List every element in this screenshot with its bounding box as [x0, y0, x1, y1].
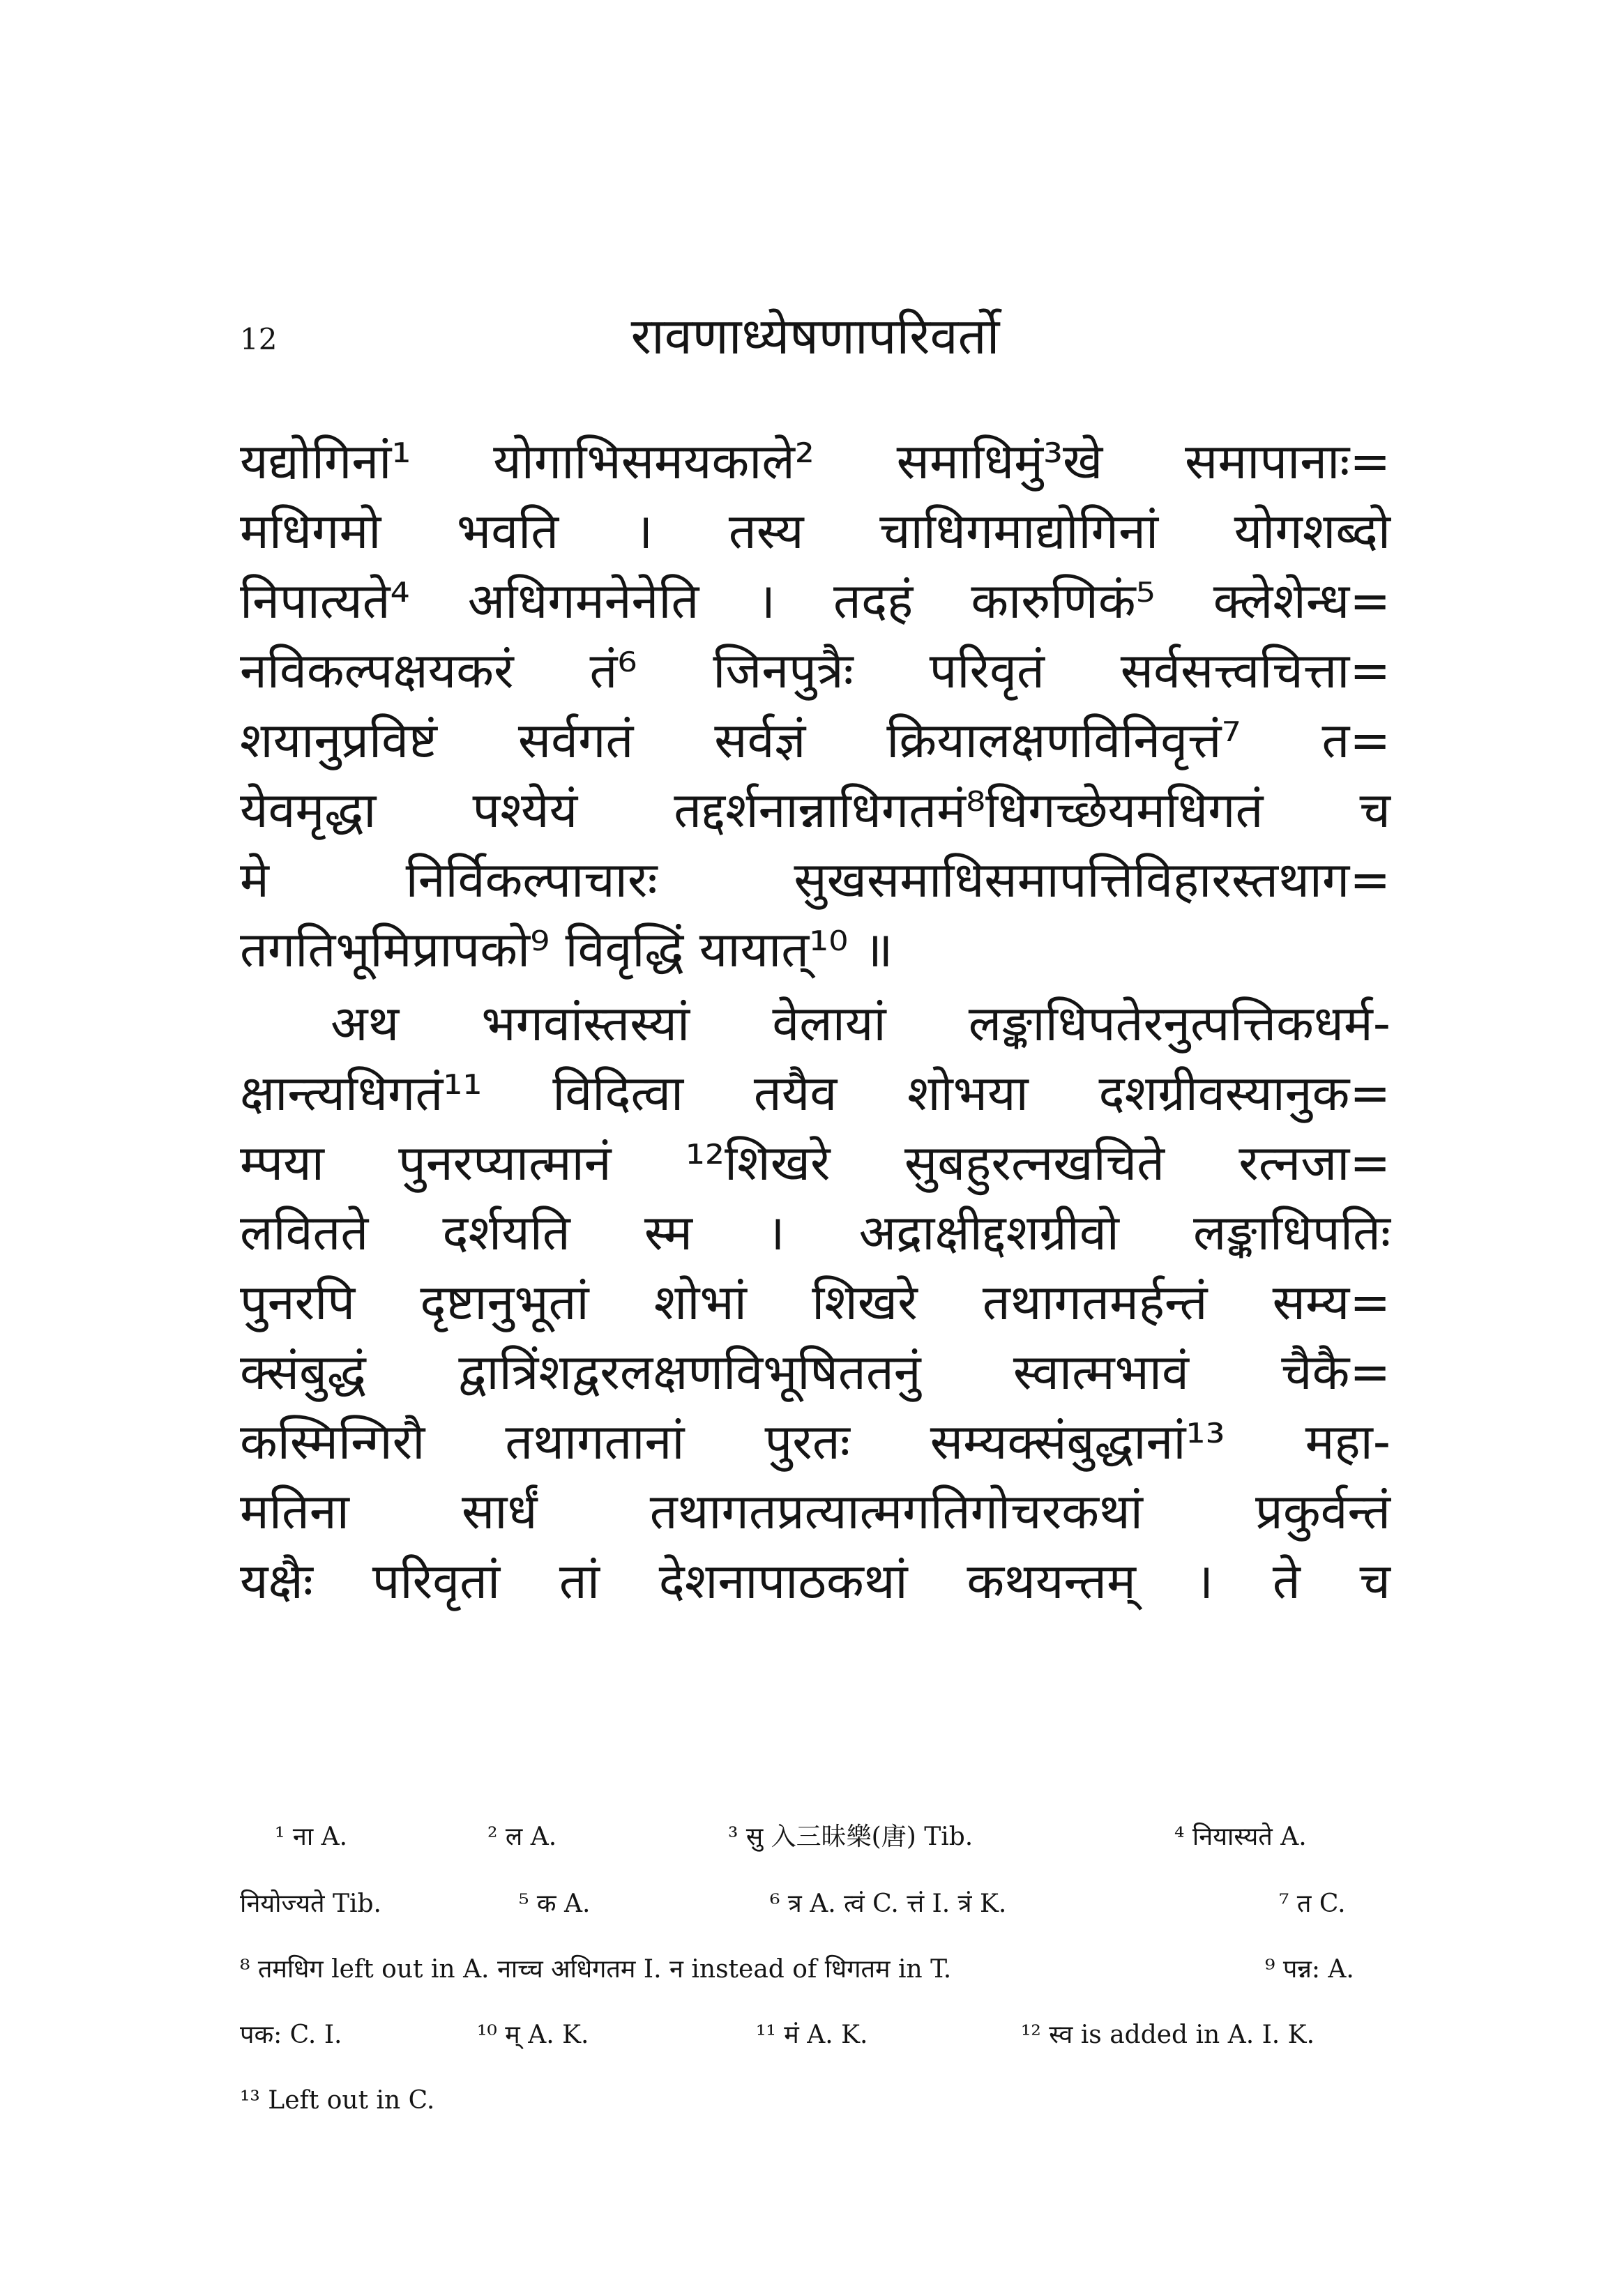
footnote-entry: ⁴ नियास्यते A. — [1174, 1823, 1307, 1851]
body-line: क्षान्त्यधिगतं¹¹ विदित्वा तयैव शोभया दशग्रीवस्यानुक= — [240, 1065, 1391, 1122]
body-line: निपात्यते⁴ अधिगमनेनेति । तदहं कारुणिकं⁵ क्लेशेन्ध= — [240, 572, 1391, 630]
footnote-entry: पक: C. I. — [240, 2021, 342, 2049]
footnote-entry: ² ल A. — [487, 1823, 557, 1851]
footnote-entry: ⁷ त C. — [1279, 1890, 1346, 1918]
footnote-entry: ⁹ पन्न: A. — [1265, 1955, 1354, 1984]
footnote-entry: ⁸ तमधिग left out in A. नाच्च अधिगतम I. न instead of धिगतम in T. — [240, 1955, 952, 1984]
body-line: तगतिभूमिप्रापको⁹ विवृद्धिं यायात्¹⁰ ॥ — [240, 921, 893, 978]
footnote-line — [240, 1880, 1391, 1929]
body-line: म्पया पुनरप्यात्मानं ¹²शिखरे सुबहुरत्नखचिते रत्नजा= — [240, 1134, 1391, 1192]
footnote-entry: ¹¹ मं A. K. — [756, 2021, 868, 2049]
body-line: पुनरपि दृष्टानुभूतां शोभां शिखरे तथागतमर्हन्तं सम्य= — [240, 1274, 1391, 1331]
body-line: मे निर्विकल्पाचारः सुखसमाधिसमापत्तिविहारस्तथाग= — [240, 851, 1391, 908]
body-line: लवितते दर्शयति स्म । अद्राक्षीद्दशग्रीवो लङ्काधिपतिः — [240, 1204, 1391, 1261]
footnote-entry: ⁵ क A. — [519, 1890, 591, 1918]
body-line: यद्योगिनां¹ योगाभिसमयकाले² समाधिमुं³खे समापानाः= — [240, 433, 1391, 490]
body-line: मतिना सार्धं तथागतप्रत्यात्मगतिगोचरकथां प्रकुर्वन्तं — [240, 1483, 1391, 1540]
footnote-line — [240, 2076, 1391, 2125]
footnote-entry: नियोज्यते Tib. — [240, 1890, 381, 1918]
footnote-entry: ³ सु 入三昧樂(唐) Tib. — [728, 1823, 974, 1851]
footnote-line — [240, 1813, 1391, 1862]
body-line: येवमृद्धा पश्येयं तद्दर्शनान्नाधिगतमं⁸धिगच्छेयमधिगतं च — [240, 782, 1391, 839]
footnote-line — [240, 2011, 1391, 2060]
body-line: कस्मिन्गिरौ तथागतानां पुरतः सम्यक्संबुद्धानां¹³ महा- — [240, 1413, 1391, 1470]
footnote-entry: ¹² स्व is added in A. I. K. — [1021, 2021, 1315, 2049]
footnote-entry: ⁶ त्र A. त्वं C. त्तं I. त्रं K. — [770, 1890, 1007, 1918]
body-line: यक्षैः परिवृतां तां देशनापाठकथां कथयन्तम् । ते च — [240, 1553, 1391, 1610]
body-line: क्संबुद्धं द्वात्रिंशद्वरलक्षणविभूषिततनुं स्वात्मभावं चैकै= — [240, 1344, 1391, 1401]
footnote-entry: ¹ ना A. — [275, 1823, 348, 1851]
body-line: शयानुप्रविष्टं सर्वगतं सर्वज्ञं क्रियालक्षणविनिवृत्तं⁷ त= — [240, 712, 1391, 769]
footnote-line — [240, 1945, 1391, 1994]
body-line: नविकल्पक्षयकरं तं⁶ जिनपुत्रैः परिवृतं सर्वसत्त्वचित्ता= — [240, 642, 1391, 699]
footnote-entry: ¹⁰ म् A. K. — [477, 2021, 589, 2049]
page-number: 12 — [240, 322, 278, 356]
footnote-entry: ¹³ Left out in C. — [240, 2086, 435, 2115]
running-head: रावणाध्येषणापरिवर्तो — [630, 307, 1000, 365]
body-line: अथ भगवांस्तस्यां वेलायां लङ्काधिपतेरनुत्पत्तिकधर्म- — [331, 995, 1391, 1052]
body-line: मधिगमो भवति । तस्य चाधिगमाद्योगिनां योगशब्दो — [240, 503, 1391, 560]
